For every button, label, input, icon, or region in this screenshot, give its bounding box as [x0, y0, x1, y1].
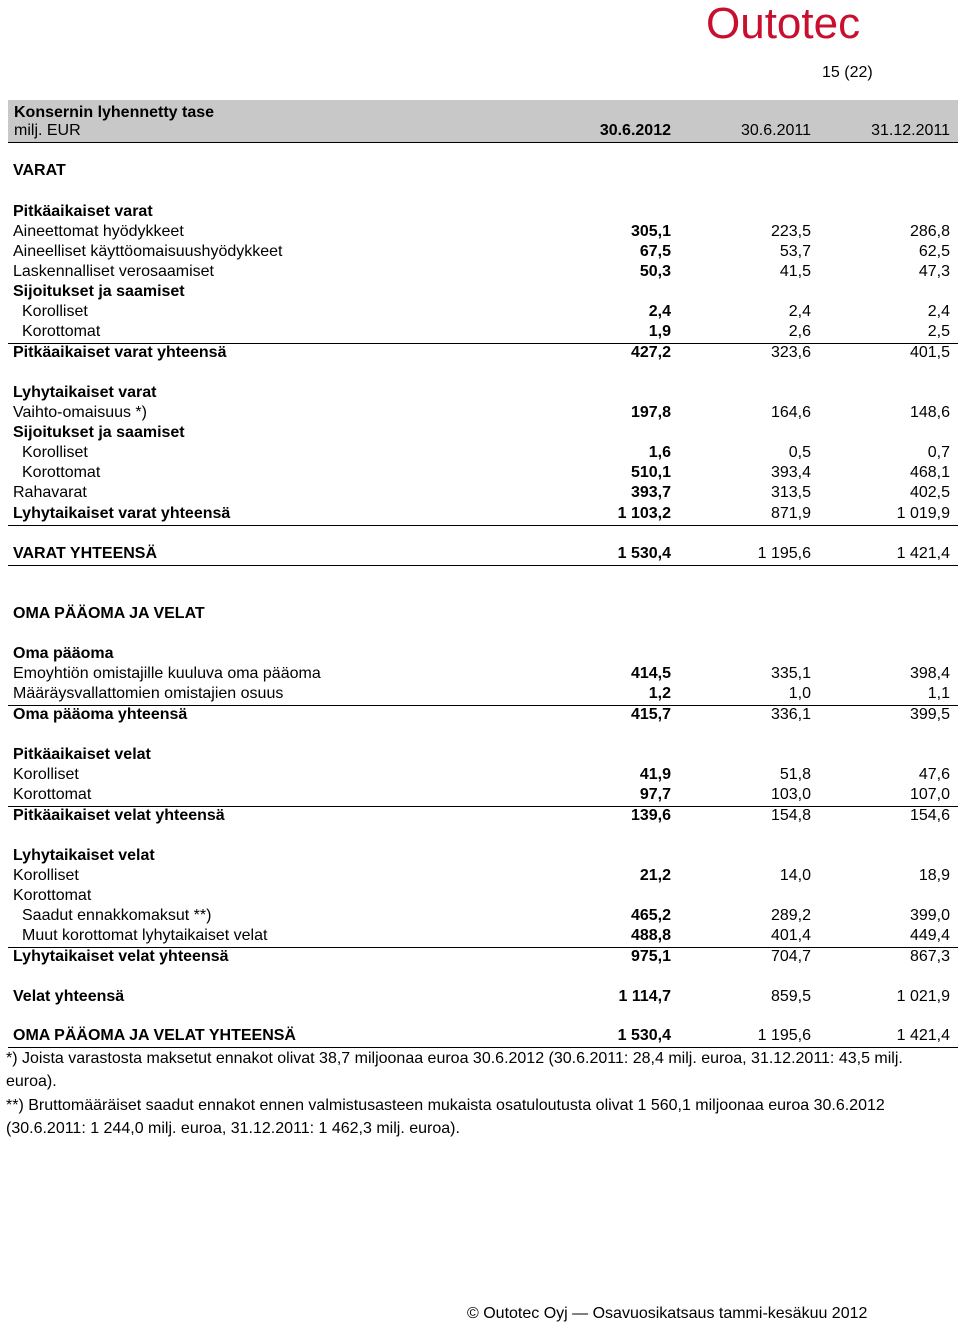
row-label: Laskennalliset verosaamiset [13, 263, 214, 280]
row-value-v1: 50,3 [639, 263, 671, 280]
table-row [8, 243, 958, 263]
table-row [8, 847, 958, 867]
row-label: Oma pääoma [13, 645, 114, 662]
row-value-v3: 449,4 [909, 927, 950, 944]
row-label: Lyhytaikaiset varat [13, 384, 157, 401]
row-value-v1: 414,5 [630, 665, 671, 682]
row-label: Velat yhteensä [13, 988, 125, 1005]
row-value-v3: 148,6 [909, 404, 950, 421]
row-label: Korolliset [13, 867, 79, 884]
row-value-v1: 1 530,4 [617, 1027, 671, 1044]
row-label: VARAT YHTEENSÄ [13, 545, 158, 562]
row-value-v1: 197,8 [630, 404, 671, 421]
table-row [8, 384, 958, 404]
table-row [8, 927, 958, 948]
table-row [8, 203, 958, 223]
row-value-v3: 399,5 [909, 706, 950, 723]
table-row [8, 685, 958, 706]
row-value-v2: 164,6 [770, 404, 811, 421]
row-value-v1: 1 103,2 [617, 505, 671, 522]
row-value-v1: 415,7 [630, 706, 671, 723]
row-value-v2: 1 195,6 [757, 545, 811, 562]
row-value-v1: 139,6 [630, 807, 671, 824]
row-value-v2: 53,7 [779, 243, 811, 260]
row-value-v1: 975,1 [630, 948, 671, 965]
row-value-v2: 336,1 [770, 706, 811, 723]
row-label: Korottomat [13, 786, 92, 803]
row-value-v2: 859,5 [770, 988, 811, 1005]
row-value-v3: 1,1 [927, 685, 950, 702]
logo-text: Outotec [706, 0, 861, 46]
table-row [8, 404, 958, 424]
row-value-v3: 1 421,4 [896, 1027, 950, 1044]
row-value-v2: 14,0 [779, 867, 811, 884]
row-value-v3: 401,5 [909, 344, 950, 361]
table-row [8, 344, 958, 364]
row-label: Pitkäaikaiset varat [13, 203, 153, 220]
row-label: Korolliset [22, 444, 88, 461]
row-label: VARAT [13, 162, 66, 179]
row-label: Lyhytaikaiset velat yhteensä [13, 948, 229, 965]
row-label: Korottomat [22, 323, 101, 340]
row-value-v2: 1 195,6 [757, 1027, 811, 1044]
row-value-v1: 21,2 [639, 867, 671, 884]
row-value-v3: 2,5 [927, 323, 950, 340]
table-row [8, 1027, 958, 1048]
row-value-v3: 1 421,4 [896, 545, 950, 562]
row-value-v2: 871,9 [770, 505, 811, 522]
row-value-v1: 67,5 [639, 243, 671, 260]
page-footer: © Outotec Oyj — Osavuosikatsaus tammi-kesäkuu 2012 [467, 1305, 868, 1322]
table-row [8, 605, 958, 625]
table-row [8, 988, 958, 1008]
row-label: Sijoitukset ja saamiset [13, 283, 185, 300]
row-value-v1: 97,7 [639, 786, 671, 803]
row-label: Sijoitukset ja saamiset [13, 424, 185, 441]
table-row [8, 645, 958, 665]
row-label: Määräysvallattomien omistajien osuus [13, 685, 284, 702]
table-row [8, 283, 958, 303]
table-row [8, 223, 958, 243]
row-value-v2: 223,5 [770, 223, 811, 240]
table-row [8, 505, 958, 526]
row-label: Pitkäaikaiset varat yhteensä [13, 344, 227, 361]
row-value-v1: 305,1 [630, 223, 671, 240]
row-value-v2: 2,6 [788, 323, 811, 340]
row-label: OMA PÄÄOMA JA VELAT [13, 605, 205, 622]
row-value-v1: 1 114,7 [618, 988, 671, 1005]
table-row [8, 887, 958, 907]
table-header [8, 100, 958, 142]
column-header-2011-june: 30.6.2011 [741, 122, 811, 139]
row-value-v3: 47,6 [918, 766, 950, 783]
row-label: Korolliset [13, 766, 79, 783]
row-value-v2: 103,0 [770, 786, 811, 803]
row-value-v3: 867,3 [909, 948, 950, 965]
row-value-v3: 1 021,9 [896, 988, 950, 1005]
row-value-v1: 1 530,4 [617, 545, 671, 562]
header-rule [8, 142, 958, 143]
row-value-v2: 1,0 [788, 685, 811, 702]
row-value-v1: 488,8 [630, 927, 671, 944]
row-value-v1: 510,1 [630, 464, 671, 481]
row-label: Korottomat [22, 464, 101, 481]
row-value-v2: 289,2 [770, 907, 811, 924]
row-value-v2: 51,8 [779, 766, 811, 783]
row-label: Rahavarat [13, 484, 87, 501]
row-value-v3: 468,1 [909, 464, 950, 481]
row-value-v3: 47,3 [918, 263, 950, 280]
row-value-v3: 399,0 [909, 907, 950, 924]
table-row [8, 444, 958, 464]
row-value-v3: 398,4 [909, 665, 950, 682]
row-value-v2: 0,5 [788, 444, 811, 461]
table-row [8, 484, 958, 504]
row-value-v2: 41,5 [779, 263, 811, 280]
row-label: Korolliset [22, 303, 88, 320]
column-header-2012: 30.6.2012 [599, 122, 671, 139]
row-value-v3: 62,5 [918, 243, 950, 260]
row-value-v2: 704,7 [770, 948, 811, 965]
row-value-v2: 2,4 [788, 303, 811, 320]
row-value-v3: 154,6 [909, 807, 950, 824]
table-row [8, 807, 958, 827]
row-label: Emoyhtiön omistajille kuuluva oma pääoma [13, 665, 321, 682]
row-label: Pitkäaikaiset velat yhteensä [13, 807, 225, 824]
row-label: Aineettomat hyödykkeet [13, 223, 184, 240]
row-value-v3: 2,4 [927, 303, 950, 320]
row-value-v1: 1,6 [648, 444, 671, 461]
row-value-v3: 0,7 [927, 444, 950, 461]
row-label: Lyhytaikaiset varat yhteensä [13, 505, 231, 522]
row-value-v2: 335,1 [770, 665, 811, 682]
row-value-v2: 393,4 [770, 464, 811, 481]
table-row [8, 545, 958, 566]
row-label: OMA PÄÄOMA JA VELAT YHTEENSÄ [13, 1027, 296, 1044]
row-value-v1: 41,9 [639, 766, 671, 783]
row-value-v3: 1 019,9 [896, 505, 950, 522]
row-value-v2: 154,8 [770, 807, 811, 824]
table-unit: milj. EUR [14, 122, 81, 139]
table-row [8, 706, 958, 726]
table-row [8, 263, 958, 283]
row-value-v1: 393,7 [630, 484, 671, 501]
table-row [8, 303, 958, 323]
footnote-advances: **) Bruttomääräiset saadut ennakot ennen valmistusasteen mukaista osatuloutusta olivat 1 560,1 miljoonaa euroa 30.6.2012 (30.6.2011: 1 244,0 milj. euroa, 31.12.2011: 1 462,3 milj. euroa). [6, 1097, 885, 1137]
table-row [8, 424, 958, 444]
row-label: Pitkäaikaiset velat [13, 746, 151, 763]
row-value-v1: 2,4 [648, 303, 671, 320]
row-label: Muut korottomat lyhytaikaiset velat [22, 927, 268, 944]
row-value-v1: 427,2 [630, 344, 671, 361]
table-row [8, 162, 958, 182]
table-row [8, 746, 958, 766]
row-label: Vaihto-omaisuus *) [13, 404, 147, 421]
table-row [8, 907, 958, 927]
row-value-v3: 18,9 [918, 867, 950, 884]
table-row [8, 323, 958, 344]
row-label: Korottomat [13, 887, 92, 904]
row-label: Oma pääoma yhteensä [13, 706, 188, 723]
outotec-logo [706, 0, 878, 46]
row-label: Saadut ennakkomaksut **) [22, 907, 212, 924]
table-row [8, 948, 958, 968]
row-value-v2: 401,4 [770, 927, 811, 944]
row-value-v3: 286,8 [909, 223, 950, 240]
table-row [8, 464, 958, 484]
row-value-v1: 1,2 [648, 685, 671, 702]
table-row [8, 665, 958, 685]
row-value-v2: 313,5 [770, 484, 811, 501]
table-row [8, 786, 958, 807]
row-value-v1: 465,2 [630, 907, 671, 924]
page-number: 15 (22) [822, 64, 873, 81]
footnote-inventory: *) Joista varastosta maksetut ennakot olivat 38,7 miljoonaa euroa 30.6.2012 (30.6.2011: 28,4 milj. euroa, 31.12.2011: 43,5 milj. euroa). [6, 1050, 903, 1090]
table-row [8, 867, 958, 887]
row-label: Aineelliset käyttöomaisuushyödykkeet [13, 243, 283, 260]
column-header-2011-dec: 31.12.2011 [871, 122, 950, 139]
row-value-v2: 323,6 [770, 344, 811, 361]
row-label: Lyhytaikaiset velat [13, 847, 155, 864]
row-value-v3: 107,0 [909, 786, 950, 803]
row-value-v3: 402,5 [909, 484, 950, 501]
table-row [8, 766, 958, 786]
row-value-v1: 1,9 [648, 323, 671, 340]
table-title: Konsernin lyhennetty tase [14, 104, 215, 121]
